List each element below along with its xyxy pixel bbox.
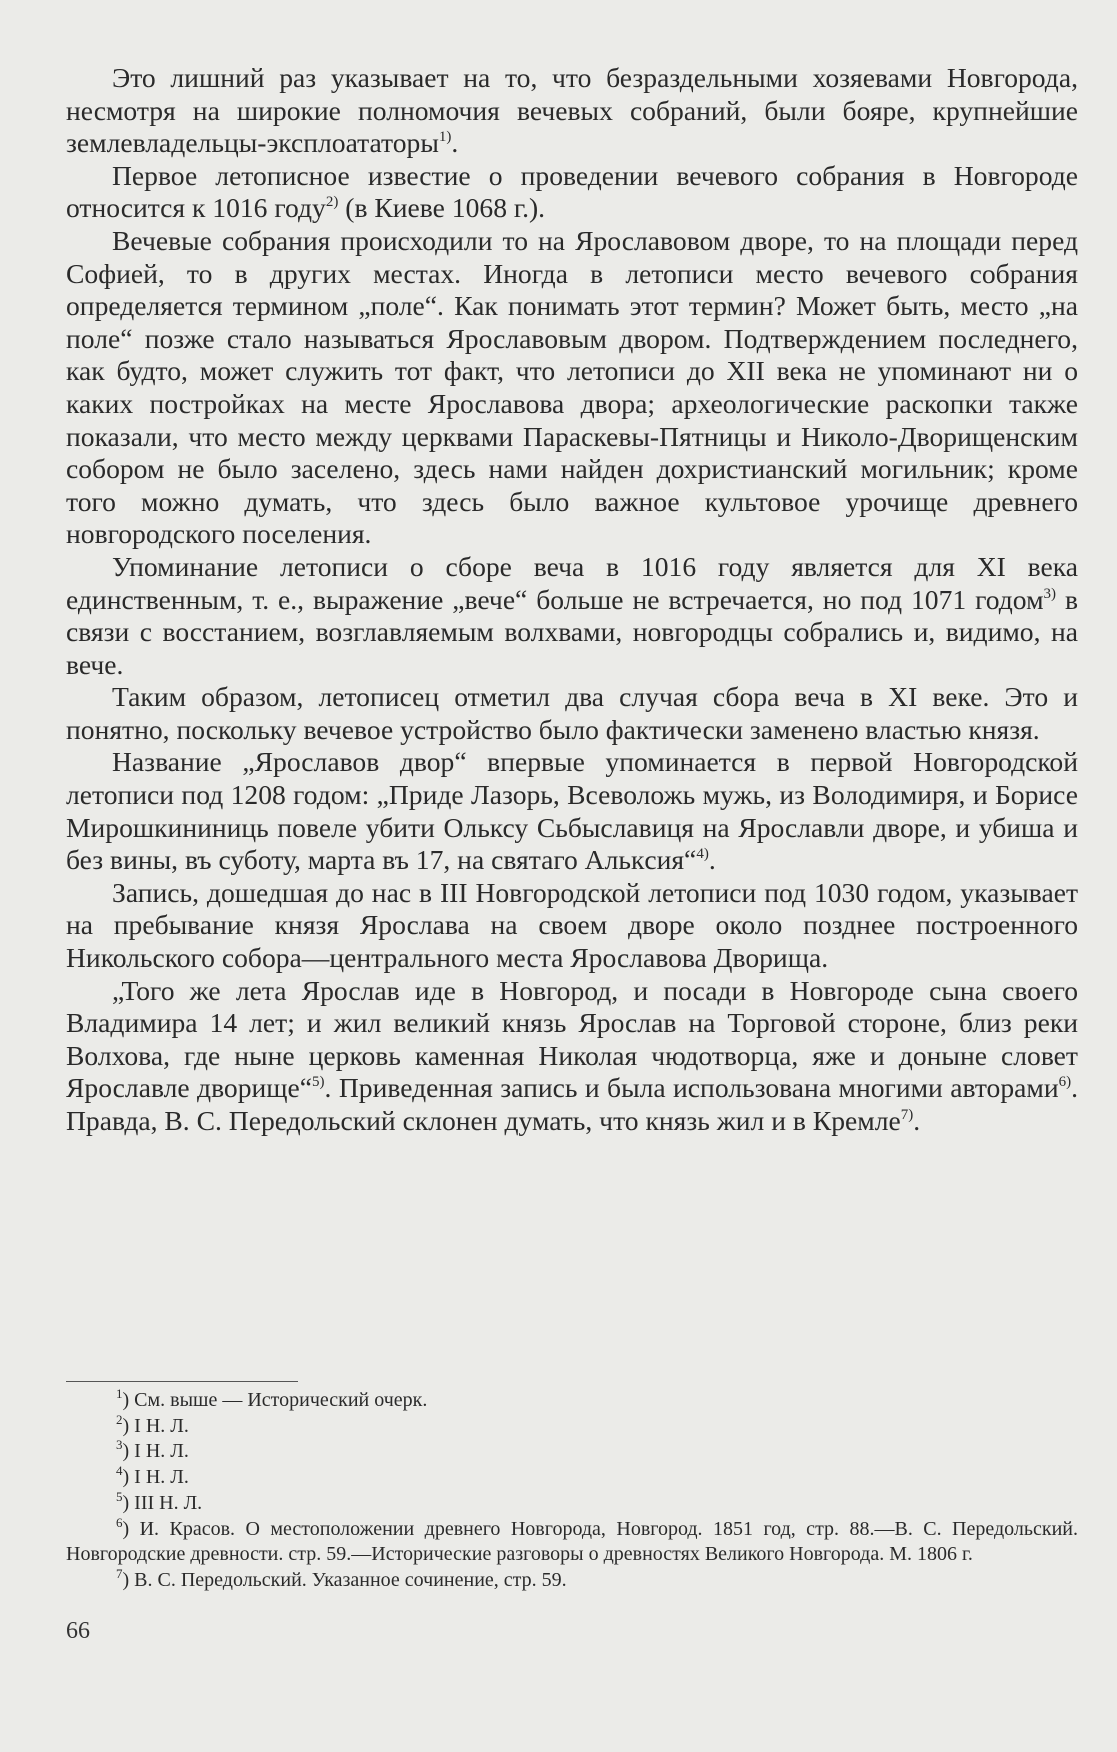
paragraph-text: . [708,844,716,876]
footnote-text: В. С. Передольский. Указанное сочинение, стр. 59. [134,1568,567,1591]
footnote-ref[interactable]: 3) [1043,585,1057,602]
paragraph [66,160,1078,225]
footnote: $^1$) См. выше — Исторический очерк. [116,1386,428,1411]
footnote-ref[interactable]: 4) [696,846,709,863]
paragraph [66,877,1078,975]
paragraph-text: в связи с восстанием, возглавляемым волхвами, новгородцы собрались и, видимо, на вече. [66,583,1078,680]
paragraph [66,62,1078,160]
paragraph-text: . [913,1105,921,1136]
main-text [66,62,1078,1138]
paragraph [66,975,1078,1138]
paragraph-text: Первое летописное известие о проведении вечевого собрания в Новгороде относится к 1016 году [66,159,1078,224]
paragraph-text: Вечевые собрания происходили то на Ярославовом дворе, то на площади перед Софией, то в других местах. Иногда в летописи место вечевого собрания определяется термином „поле“. Как понимать этот термин? Может быть, место „на поле“ позже стало называться Ярославовым двором. Подтверждением последнего, как будто, может служить тот факт, что летописи до XII века не упоминают ни о каких постройках на месте Ярославова двора; археологические раскопки также показали, что место между церквами Параскевы-Пятницы и Николо-Дворищенским собором не было заселено, здесь нами найден дохристианский могильник; кроме того можно думать, что здесь было важное культовое урочище древнего новгородского поселения. [66,224,1078,550]
footnote-text: I Н. Л. [134,1414,189,1437]
footnote: $^2$) I Н. Л. [116,1411,189,1437]
footnote-text: I Н. Л. [134,1440,189,1463]
paragraph-text: Запись, дошедшая до нас в III Новгородской летописи под 1030 годом, указывает на пребывание князя Ярослава на своем дворе около позднее построенного Никольского собора—центрального места Ярославова Дворища. [66,876,1078,974]
footnote: $^5$) III Н. Л. [116,1488,203,1514]
footnote-mark: 6 [116,1514,123,1530]
footnote-mark: 3 [116,1437,123,1453]
paragraph-text: Таким образом, летописец отметил два случая сбора веча в XI веке. Это и понятно, поскольку вечевое устройство было фактически заменено властью князя. [66,681,1078,745]
paragraph-text: Упоминание летописи о сборе веча в 1016 году является для XI века единственным, т. е., выражение „вече“ больше не встречается, но под 1071 годом [66,550,1078,615]
paragraph [66,681,1078,746]
paragraph-text: Название „Ярославов двор“ впервые упоминается в первой Новгородской летописи под 1208 годом: „Приде Лазорь, Всеволожь мужь, из Володимиря, и Борисе Мирошкининиць повеле убити Ольксу Сьбыславиця на Ярославли дворе, и убиша и без вины, въ суботу, марта въ 17, на святаго Алькcия“ [66,746,1078,876]
footnote: $^3$) I Н. Л. [116,1437,189,1463]
footnote-mark: 1 [116,1386,123,1401]
footnotes [66,1388,1078,1594]
footnote-ref[interactable]: 1) [438,129,452,146]
footnote-ref[interactable]: 6) [1058,1074,1072,1091]
footnote: $^6$) И. Красов. О местоположении древнего Новгорода, Новгород. 1851 год, стр. 88.—В. С. Передольский. Новгородские древности. стр. 59.—Исторические разговоры о древностях Великого Новгорода. М. 1806 г. [66,1514,1078,1566]
footnote-ref[interactable]: 5) [312,1074,325,1091]
paragraph [66,551,1078,681]
paragraph-text: „Того же лета Ярослав иде в Новгород, и посади в Новгороде сына своего Владимира 14 лет; и жил великий князь Ярослав на Торговой стороне, близ реки Волхова, где ныне церковь каменная Николая чюдотворца, яже и доныне словет Ярославле дворище“ [66,974,1078,1104]
paragraph [66,225,1078,551]
paragraph-text: . Правда, В. С. Передольский склонен думать, что князь жил и в Кремле [66,1072,1079,1136]
paragraph-text: (в Киеве 1068 г.). [338,192,546,224]
footnote-text: И. Красов. О местоположении древнего Новгорода, Новгород. 1851 год, стр. 88.—В. С. Передольский. Новгородские древности. стр. 59.—Исторические разговоры о древностях Великого Новгорода. М. 1806 г. [66,1517,1078,1566]
page-number: 66 [66,1618,90,1644]
footnote-mark: 5 [116,1488,123,1504]
footnote-text: I Н. Л. [134,1466,189,1489]
footnote-text: См. выше — Исторический очерк. [134,1389,428,1411]
footnote-mark: 2 [116,1411,123,1427]
footnote-ref[interactable]: 7) [900,1107,914,1123]
footnote-ref[interactable]: 2) [325,194,339,211]
footnote-divider [66,1381,298,1382]
footnote-mark: 7 [116,1565,123,1581]
footnote: $^7$) В. С. Передольский. Указанное сочинение, стр. 59. [116,1565,567,1591]
paragraph [66,746,1078,876]
paragraph-text: . [451,127,459,159]
footnote: $^4$) I Н. Л. [116,1463,189,1489]
paragraph-text: Это лишний раз указывает на то, что безраздельными хозяевами Новгорода, несмотря на широкие полномочия вечевых собраний, были бояре, крупнейшие землевладельцы-эксплоататоры [66,62,1078,159]
paragraph-text: . Приведенная запись и была использована многими авторами [324,1072,1059,1104]
footnote-text: III Н. Л. [134,1491,203,1514]
footnote-mark: 4 [116,1463,123,1479]
